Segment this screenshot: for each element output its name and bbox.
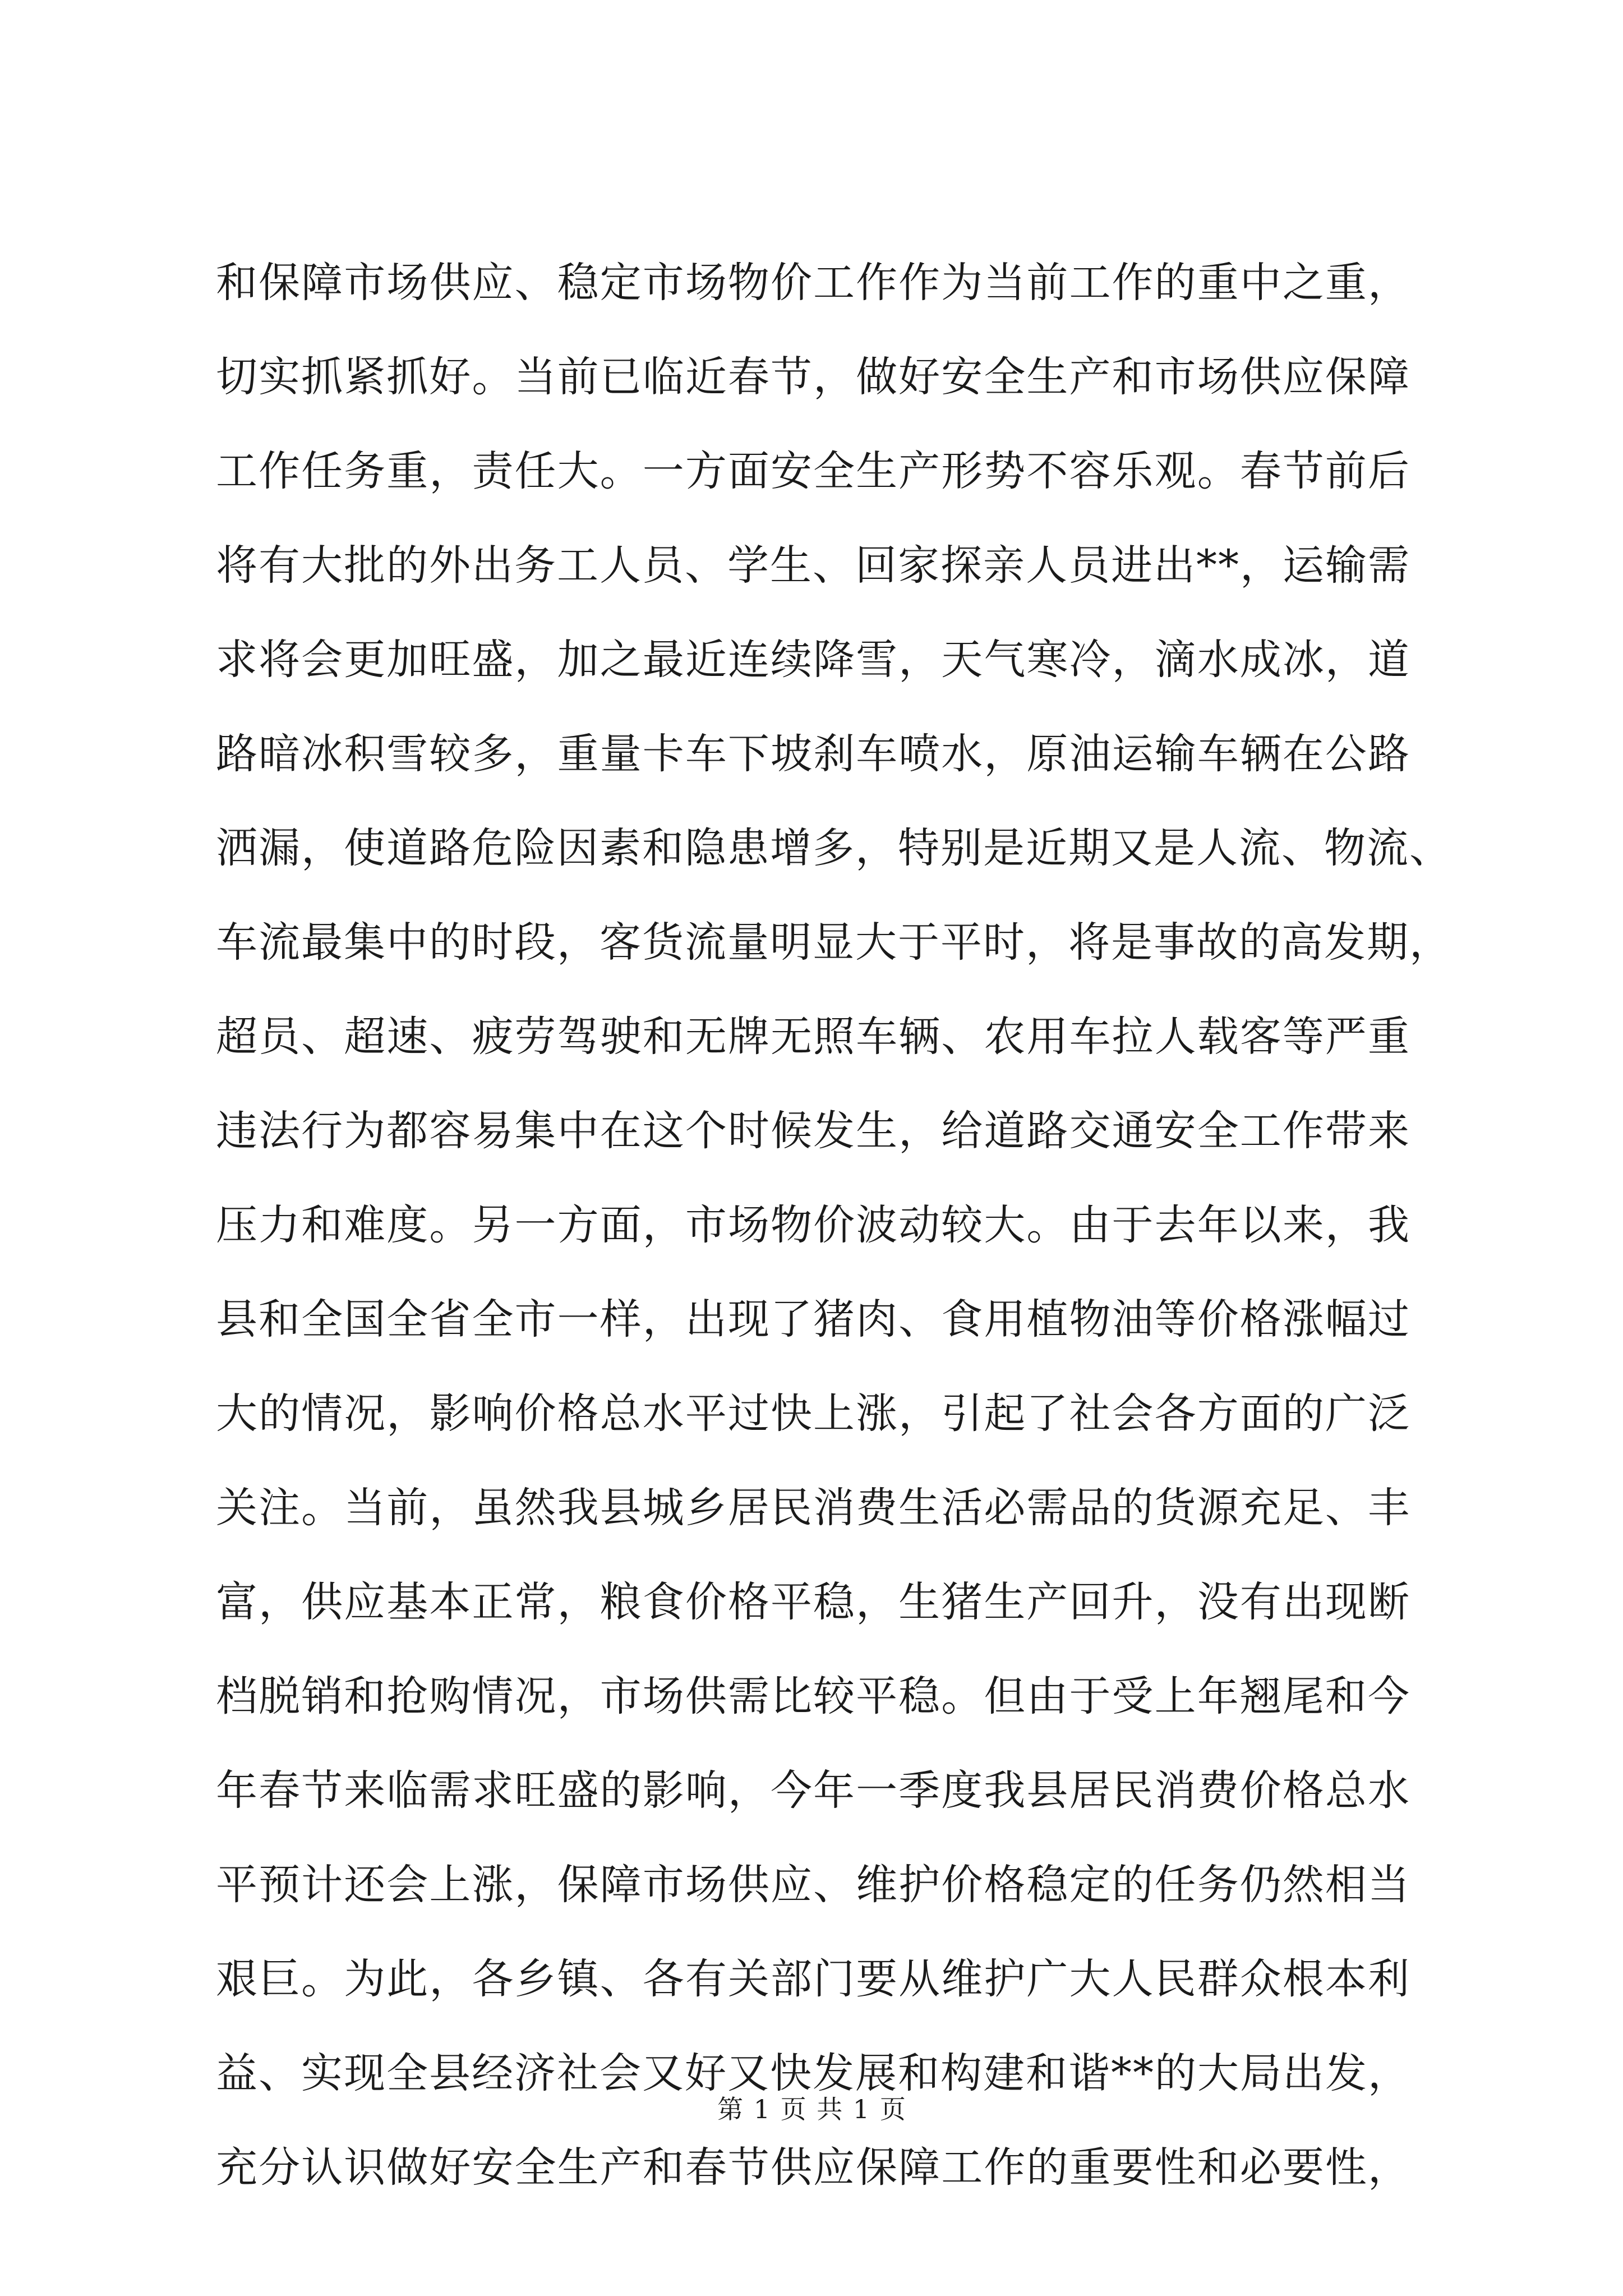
text-line: 切实抓紧抓好。当前已临近春节，做好安全生产和市场供应保障 (216, 353, 1410, 401)
text-line: 将有大批的外出务工人员、学生、回家探亲人员进出**，运输需 (216, 541, 1410, 590)
text-line: 关注。当前，虽然我县城乡居民消费生活必需品的货源充足、丰 (216, 1484, 1410, 1532)
text-line: 压力和难度。另一方面，市场物价波动较大。由于去年以来，我 (216, 1201, 1410, 1249)
text-line: 富，供应基本正常，粮食价格平稳，生猪生产回升，没有出现断 (216, 1578, 1410, 1626)
text-line: 县和全国全省全市一样，出现了猪肉、食用植物油等价格涨幅过 (216, 1295, 1410, 1343)
text-line: 充分认识做好安全生产和春节供应保障工作的重要性和必要性， (216, 2143, 1410, 2192)
text-line: 艰巨。为此，各乡镇、各有关部门要从维护广大人民群众根本利 (216, 1955, 1410, 2003)
text-line: 超员、超速、疲劳驾驶和无牌无照车辆、农用车拉人载客等严重 (216, 1013, 1410, 1061)
page-number-footer: 第 1 页 共 1 页 (717, 2094, 906, 2124)
text-line: 工作任务重，责任大。一方面安全生产形势不容乐观。春节前后 (216, 447, 1410, 495)
text-line: 求将会更加旺盛，加之最近连续降雪，天气寒冷，滴水成冰，道 (216, 636, 1410, 684)
text-line: 益、实现全县经济社会又好又快发展和构建和谐**的大局出发， (216, 2049, 1410, 2097)
text-line: 违法行为都容易集中在这个时候发生，给道路交通安全工作带来 (216, 1107, 1410, 1155)
text-line: 车流最集中的时段，客货流量明显大于平时，将是事故的高发期， (216, 918, 1452, 967)
text-line: 和保障市场供应、稳定市场物价工作作为当前工作的重中之重， (216, 259, 1410, 307)
text-line: 路暗冰积雪较多，重量卡车下坡刹车喷水，原油运输车辆在公路 (216, 730, 1410, 778)
text-line: 大的情况，影响价格总水平过快上涨，引起了社会各方面的广泛 (216, 1389, 1410, 1438)
text-line: 洒漏，使道路危险因素和隐患增多，特别是近期又是人流、物流、 (216, 824, 1452, 872)
text-line: 年春节来临需求旺盛的影响，今年一季度我县居民消费价格总水 (216, 1766, 1410, 1815)
text-line: 档脱销和抢购情况，市场供需比较平稳。但由于受上年翘尾和今 (216, 1672, 1410, 1720)
body-text (216, 236, 1452, 2215)
text-line: 平预计还会上涨，保障市场供应、维护价格稳定的任务仍然相当 (216, 1861, 1410, 1909)
